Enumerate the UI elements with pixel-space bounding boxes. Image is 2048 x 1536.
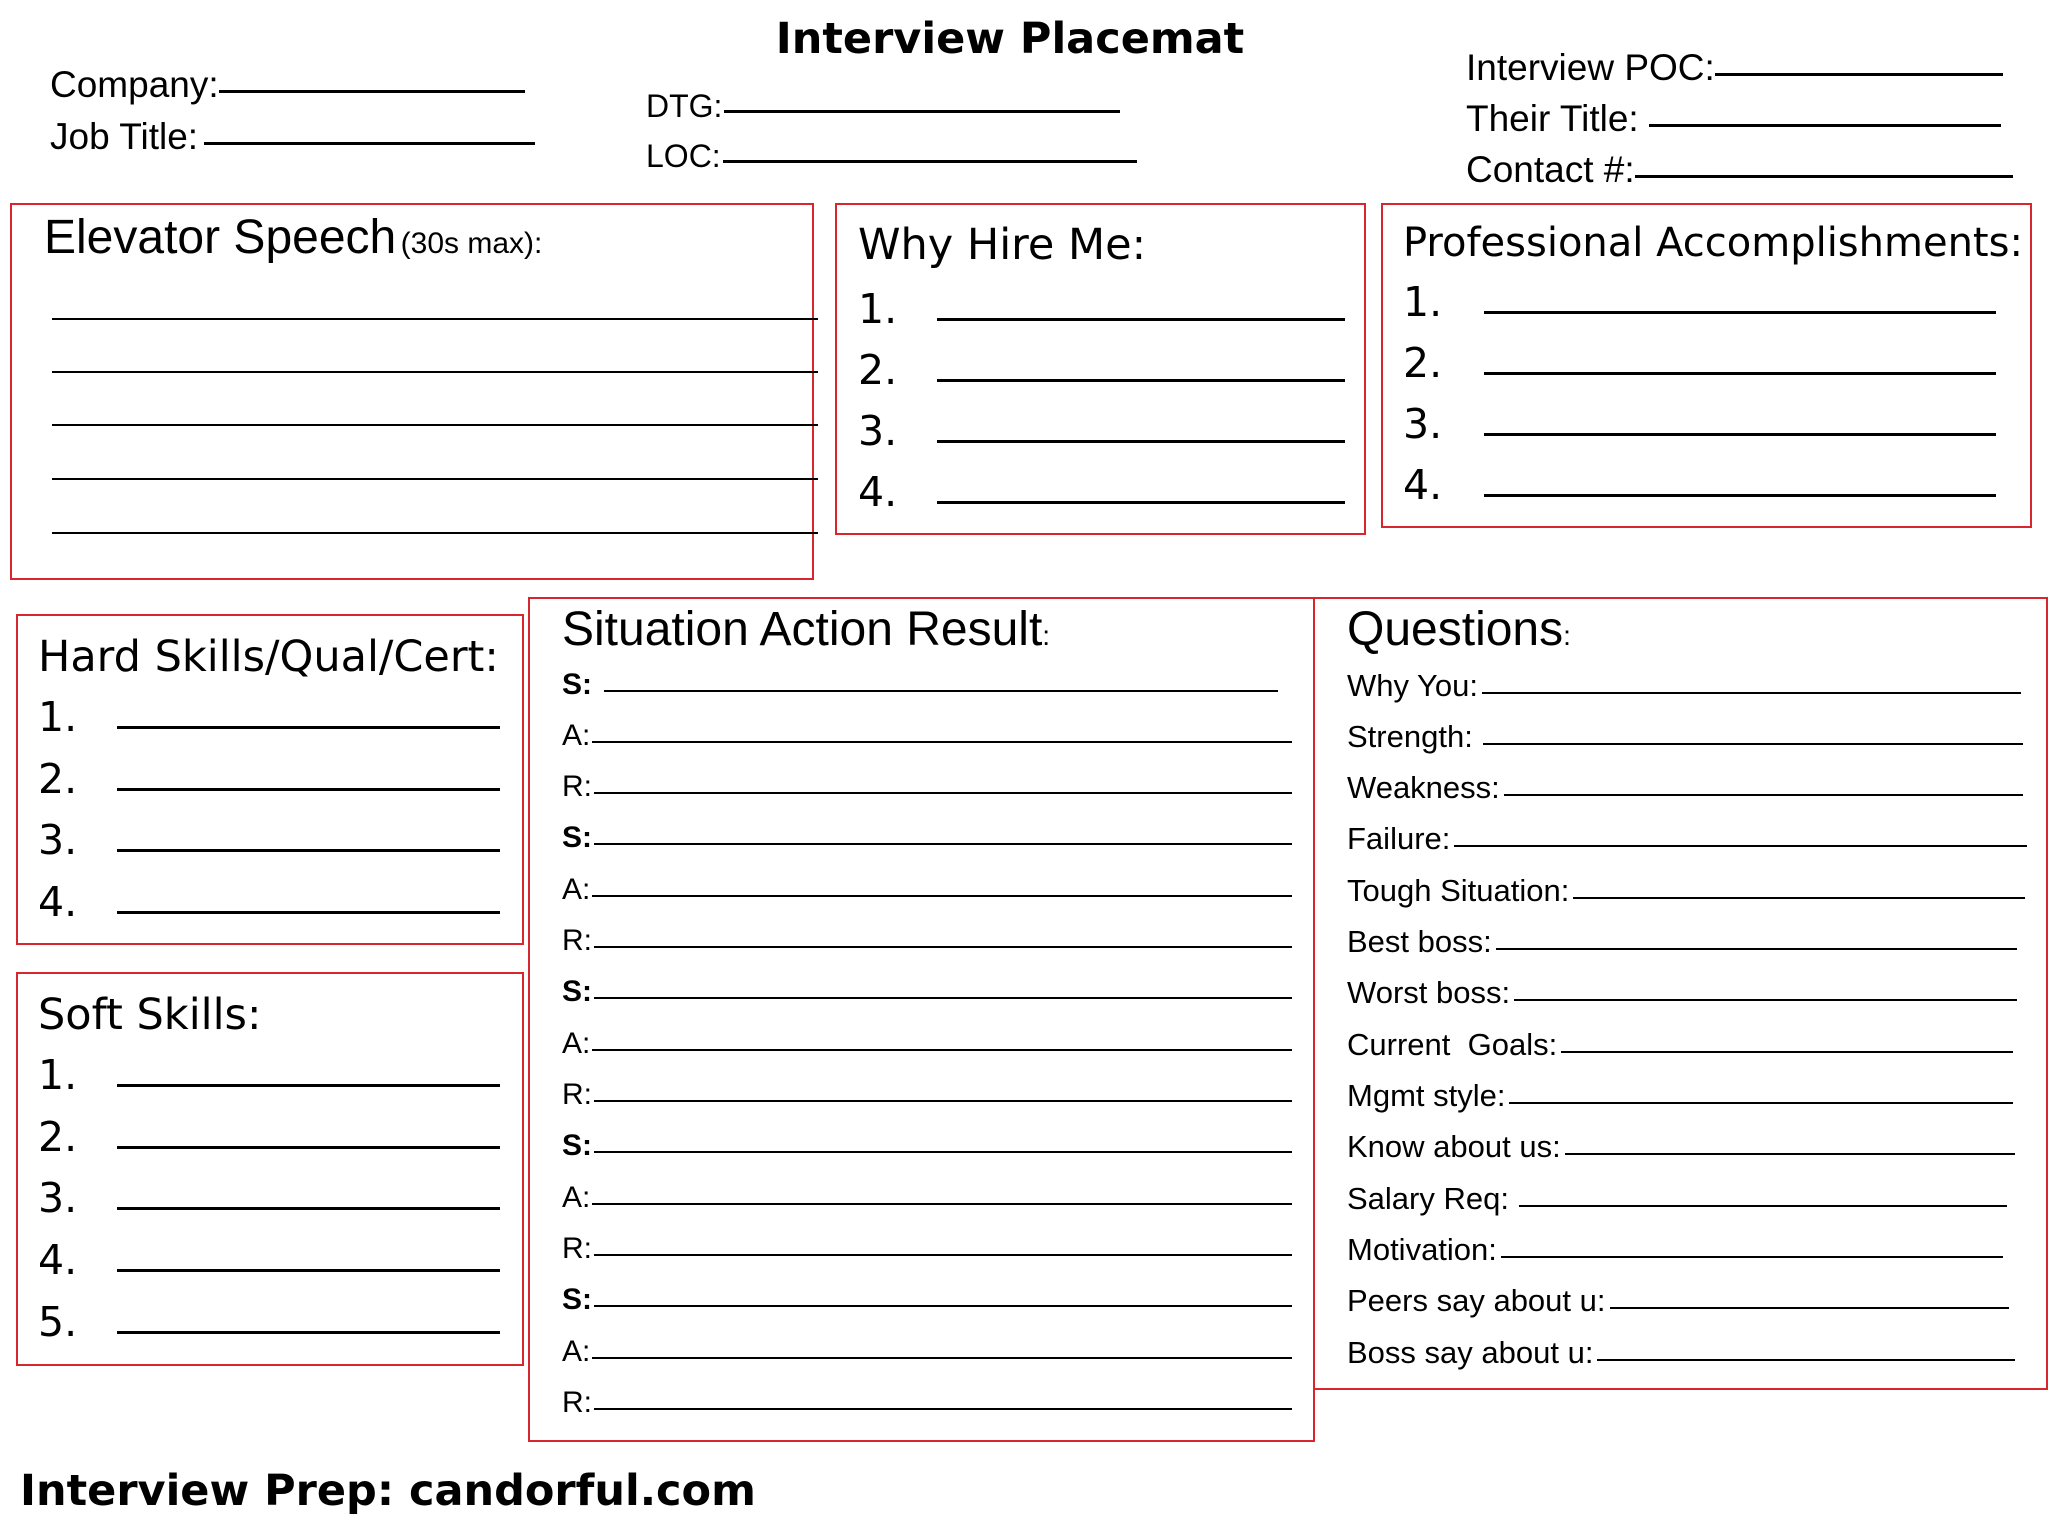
elevator-line-1[interactable]	[52, 318, 818, 320]
interview-poc-input-line[interactable]	[1715, 73, 2003, 76]
sar-row[interactable]: R:	[562, 1078, 1292, 1112]
company-input-line[interactable]	[219, 90, 525, 93]
question-know-about-us[interactable]: Know about us:	[1347, 1129, 2015, 1165]
question-why-you[interactable]: Why You:	[1347, 668, 2021, 704]
sar-row[interactable]: A:	[562, 719, 1292, 753]
why-hire-me-title: Why Hire Me:	[858, 220, 1147, 270]
question-salary-req[interactable]: Salary Req:	[1347, 1181, 2007, 1217]
job-title-label: Job Title:	[50, 116, 199, 157]
sar-row[interactable]: R:	[562, 924, 1292, 958]
why-hire-item-4[interactable]: 4.	[858, 468, 1345, 516]
their-title-label: Their Title:	[1466, 98, 1639, 139]
sar-row[interactable]: R:	[562, 1232, 1292, 1266]
loc-field[interactable]	[646, 138, 1137, 175]
hard-skill-item-4[interactable]: 4.	[38, 878, 500, 926]
hard-skill-item-2[interactable]: 2.	[38, 755, 500, 803]
contact-input-line[interactable]	[1635, 175, 2013, 178]
interview-poc-field[interactable]	[1466, 47, 2003, 89]
elevator-line-3[interactable]	[52, 424, 818, 426]
question-motivation[interactable]: Motivation:	[1347, 1232, 2003, 1268]
question-tough-situation[interactable]: Tough Situation:	[1347, 873, 2025, 909]
loc-label: LOC:	[646, 138, 721, 174]
contact-label: Contact #:	[1466, 149, 1635, 190]
question-best-boss[interactable]: Best boss:	[1347, 924, 2017, 960]
questions-heading: Questions	[1347, 603, 1564, 656]
accomplishment-item-1[interactable]: 1.	[1403, 278, 1996, 326]
sar-row[interactable]: A:	[562, 1027, 1292, 1061]
sar-row[interactable]: A:	[562, 873, 1292, 907]
job-title-field[interactable]	[50, 116, 535, 158]
page-title: Interview Placemat	[775, 14, 1245, 64]
elevator-speech-heading: Elevator Speech	[44, 211, 397, 264]
contact-field[interactable]	[1466, 149, 2013, 191]
accomplishment-item-4[interactable]: 4.	[1403, 461, 1996, 509]
elevator-line-4[interactable]	[52, 478, 818, 480]
sar-row[interactable]: S:	[562, 1129, 1292, 1163]
question-weakness[interactable]: Weakness:	[1347, 770, 2023, 806]
sar-row[interactable]: A:	[562, 1335, 1292, 1369]
company-field[interactable]	[50, 64, 525, 106]
footer-credit: Interview Prep: candorful.com	[20, 1466, 756, 1516]
accomplishment-item-3[interactable]: 3.	[1403, 400, 1996, 448]
elevator-speech-note: (30s max):	[400, 227, 543, 260]
loc-input-line[interactable]	[723, 160, 1137, 163]
company-label: Company:	[50, 64, 219, 105]
question-peers-say[interactable]: Peers say about u:	[1347, 1283, 2009, 1319]
hard-skills-title: Hard Skills/Qual/Cert:	[38, 632, 499, 682]
dtg-input-line[interactable]	[724, 110, 1120, 113]
question-worst-boss[interactable]: Worst boss:	[1347, 975, 2017, 1011]
questions-title: Questions:	[1347, 603, 1571, 656]
job-title-input-line[interactable]	[204, 142, 535, 145]
why-hire-item-2[interactable]: 2.	[858, 346, 1345, 394]
elevator-line-5[interactable]	[52, 532, 818, 534]
accomplishments-title: Professional Accomplishments:	[1403, 220, 2023, 266]
sar-heading: Situation Action Result	[562, 603, 1043, 656]
soft-skill-item-2[interactable]: 2.	[38, 1113, 500, 1161]
their-title-field[interactable]	[1466, 98, 2001, 140]
sar-row[interactable]: S:	[562, 821, 1292, 855]
soft-skill-item-5[interactable]: 5.	[38, 1298, 500, 1346]
question-strength[interactable]: Strength:	[1347, 719, 2023, 755]
sar-row[interactable]: A:	[562, 1181, 1292, 1215]
question-failure[interactable]: Failure:	[1347, 821, 2027, 857]
question-current-goals[interactable]: Current Goals:	[1347, 1027, 2013, 1063]
question-boss-say[interactable]: Boss say about u:	[1347, 1335, 2015, 1371]
why-hire-item-3[interactable]: 3.	[858, 407, 1345, 455]
interview-poc-label: Interview POC:	[1466, 47, 1715, 88]
dtg-field[interactable]	[646, 88, 1120, 125]
soft-skill-item-1[interactable]: 1.	[38, 1051, 500, 1099]
soft-skill-item-3[interactable]: 3.	[38, 1174, 500, 1222]
sar-row[interactable]: S:	[562, 668, 1284, 702]
sar-row[interactable]: R:	[562, 1386, 1292, 1420]
why-hire-item-1[interactable]: 1.	[858, 285, 1345, 333]
hard-skill-item-3[interactable]: 3.	[38, 816, 500, 864]
dtg-label: DTG:	[646, 88, 723, 124]
sar-title: Situation Action Result:	[562, 603, 1051, 656]
their-title-input-line[interactable]	[1649, 124, 2001, 127]
question-mgmt-style[interactable]: Mgmt style:	[1347, 1078, 2013, 1114]
sar-row[interactable]: S:	[562, 1283, 1292, 1317]
elevator-speech-title	[44, 210, 542, 265]
soft-skill-item-4[interactable]: 4.	[38, 1236, 500, 1284]
elevator-line-2[interactable]	[52, 371, 818, 373]
sar-row[interactable]: S:	[562, 975, 1292, 1009]
accomplishment-item-2[interactable]: 2.	[1403, 339, 1996, 387]
sar-row[interactable]: R:	[562, 770, 1292, 804]
hard-skill-item-1[interactable]: 1.	[38, 693, 500, 741]
soft-skills-title: Soft Skills:	[38, 990, 262, 1040]
